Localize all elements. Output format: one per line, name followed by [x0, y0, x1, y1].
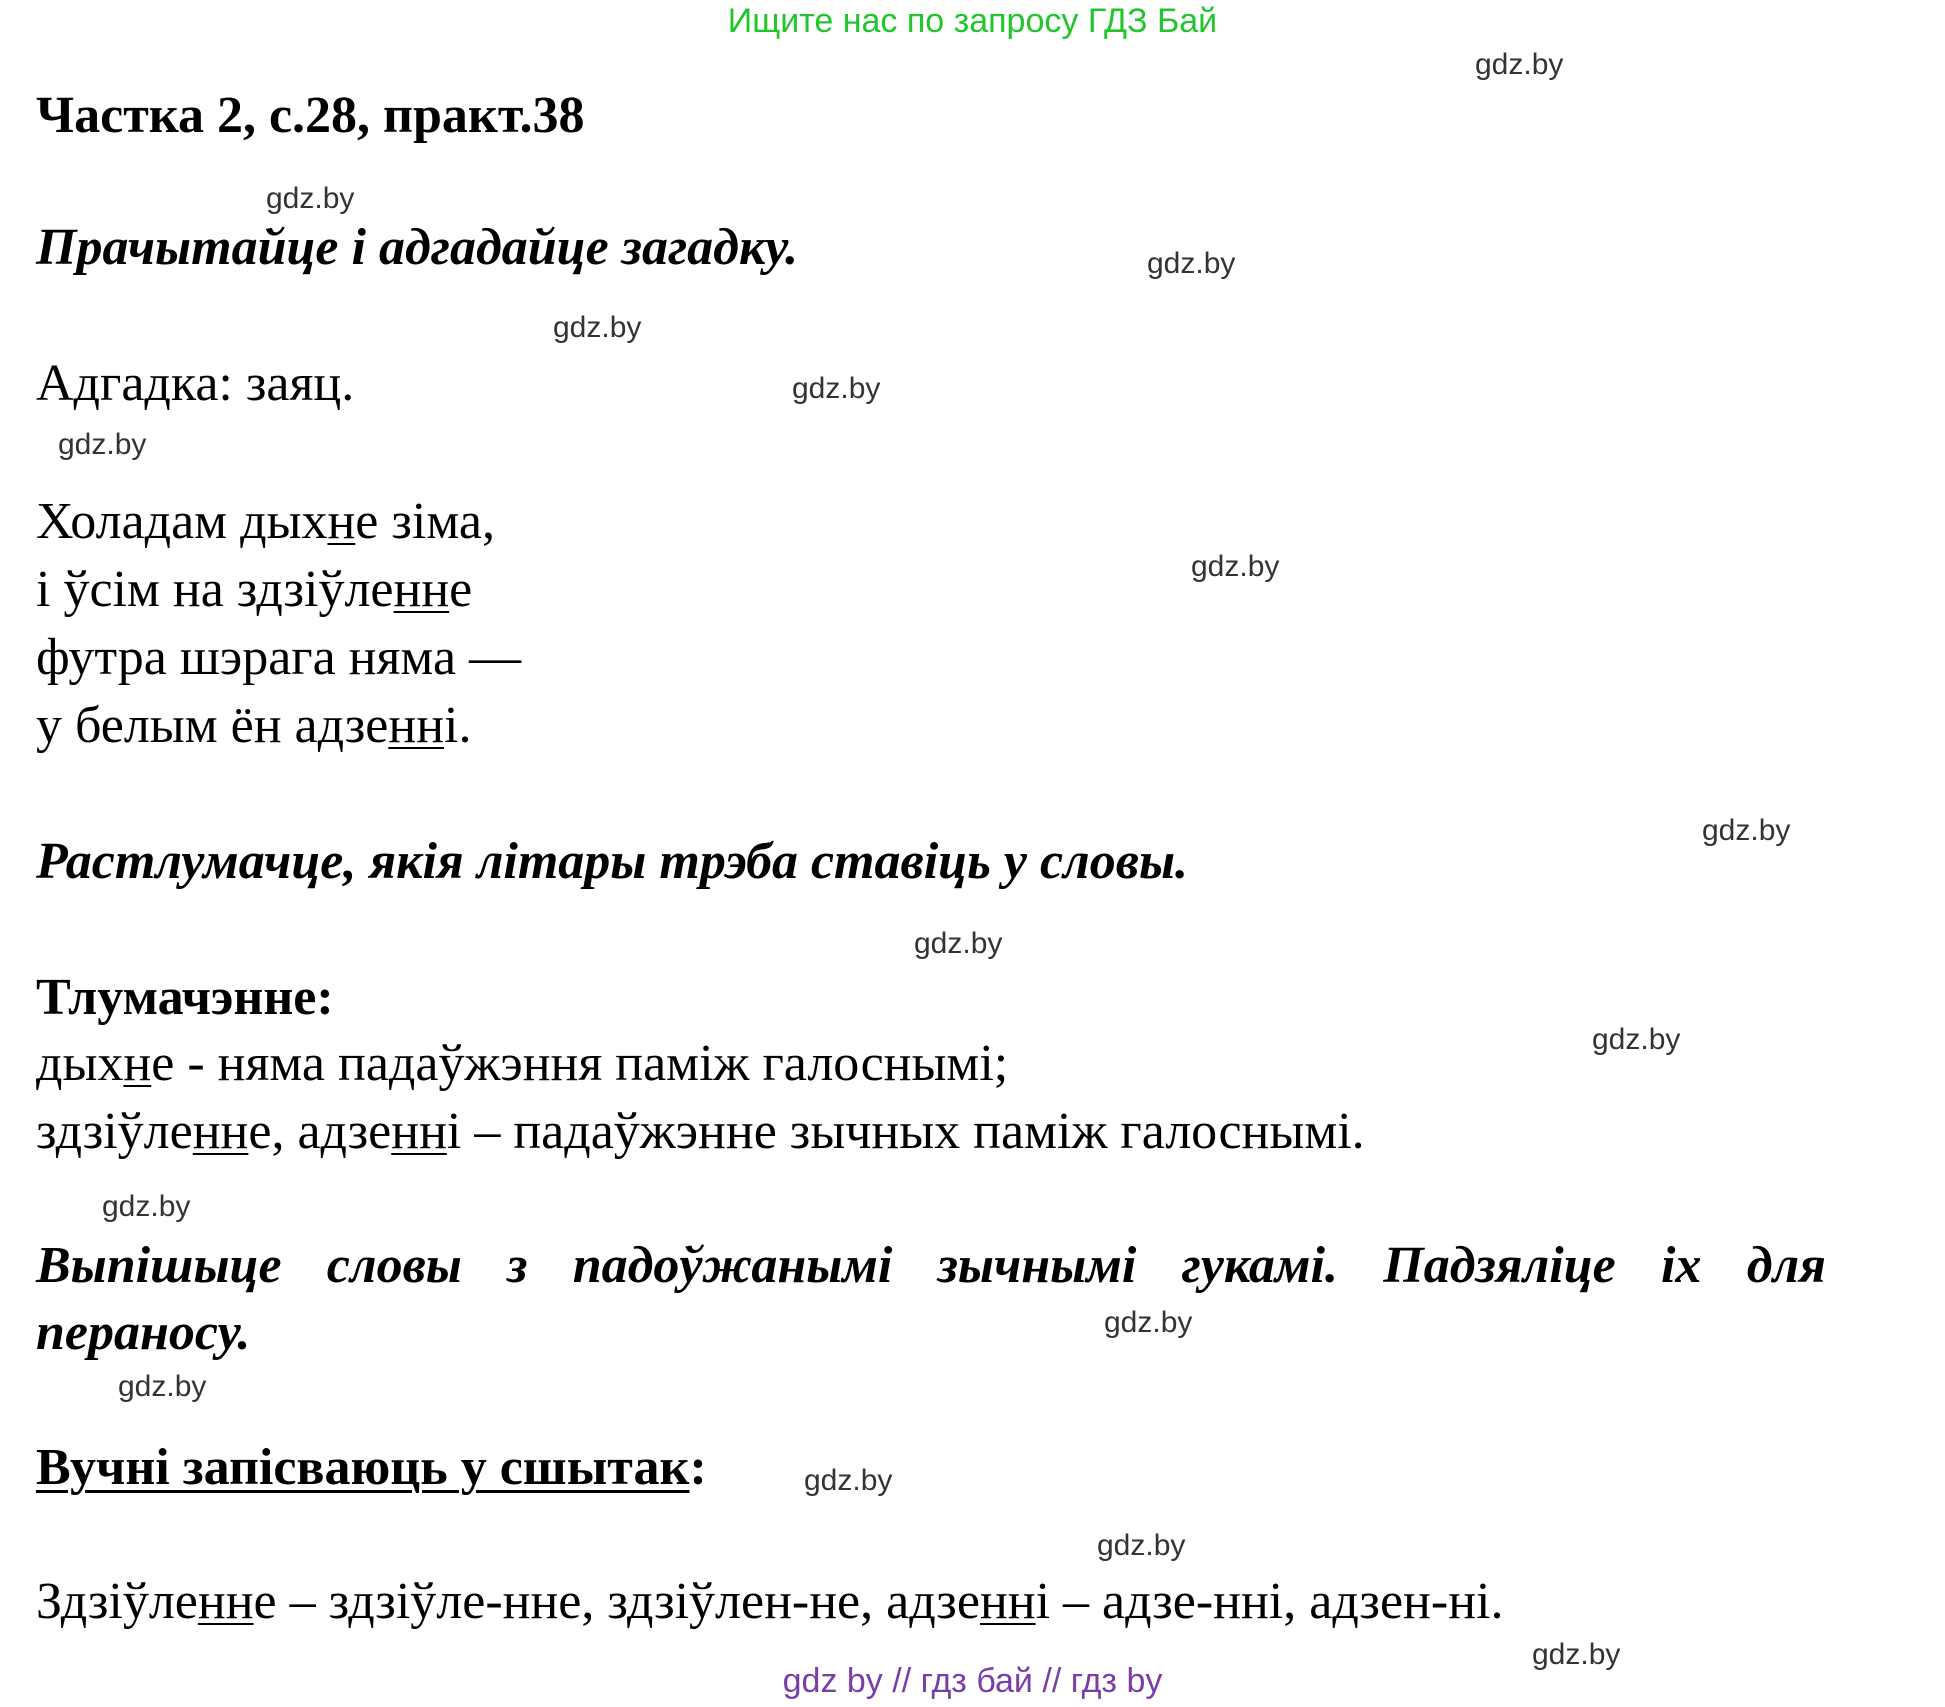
explanation-line-2: здзіўленне, адзенні – падаўжэнне зычных паміж галоснымі. — [36, 1103, 1365, 1160]
explanation-line-1: дыхне - няма падаўжэння паміж галоснымі; — [36, 1035, 1009, 1092]
task3-word: з — [507, 1237, 528, 1294]
footer-links: gdz by // гдз бай // гдз by — [782, 1662, 1163, 1700]
task3-word: Падзяліце — [1383, 1237, 1616, 1294]
watermark-text: gdz.by — [1191, 550, 1280, 583]
watermark-text: gdz.by — [804, 1464, 893, 1497]
watermark-text: gdz.by — [553, 311, 642, 344]
watermark-text: gdz.by — [1097, 1529, 1186, 1562]
task-explain-letters: Растлумачце, якія літары трэба ставіць у словы. — [36, 833, 1189, 890]
watermark-text: gdz.by — [1147, 247, 1236, 280]
task-write-words-line-1 — [36, 1236, 1826, 1296]
task3-word: іх — [1660, 1237, 1702, 1294]
poem-line-2: і ўсім на здзіўленне — [36, 561, 473, 618]
task3-word: зычнымі — [937, 1237, 1137, 1294]
task3-word: для — [1746, 1237, 1826, 1294]
task3-word: словы — [326, 1237, 462, 1294]
explanation-label: Тлумачэнне: — [36, 969, 334, 1026]
watermark-text: gdz.by — [1475, 48, 1564, 81]
riddle-answer: Адгадка: заяц. — [36, 355, 355, 412]
notebook-label: Вучні запісваюць у сшытак: — [36, 1439, 707, 1496]
top-banner: Ищите нас по запросу ГДЗ Бай — [727, 2, 1218, 40]
watermark-text: gdz.by — [792, 372, 881, 405]
watermark-text: gdz.by — [58, 428, 147, 461]
page-heading: Частка 2, с.28, практ.38 — [36, 87, 585, 144]
watermark-text: gdz.by — [1592, 1023, 1681, 1056]
poem-line-1: Холадам дыхне зіма, — [36, 493, 495, 550]
task3-word: гукамі. — [1181, 1237, 1338, 1294]
watermark-text: gdz.by — [1104, 1306, 1193, 1339]
task3-word: падоўжанымі — [572, 1237, 893, 1294]
watermark-text: gdz.by — [102, 1190, 191, 1223]
poem-line-4: у белым ён адзенні. — [36, 697, 472, 754]
task-write-words-line-2: пераносу. — [36, 1304, 251, 1361]
watermark-text: gdz.by — [118, 1370, 207, 1403]
watermark-text: gdz.by — [266, 182, 355, 215]
task-read-riddle: Прачытайце і адгадайце загадку. — [36, 219, 799, 276]
task3-word: Выпішыце — [36, 1237, 282, 1294]
final-answer-line: Здзіўленне – здзіўле-нне, здзіўлен-не, адзенні – адзе-нні, адзен-ні. — [36, 1573, 1504, 1630]
watermark-text: gdz.by — [914, 927, 1003, 960]
poem-line-3: футра шэрага няма — — [36, 629, 522, 686]
riddle-poem — [36, 488, 521, 760]
watermark-text: gdz.by — [1702, 814, 1791, 847]
watermark-text: gdz.by — [1532, 1638, 1621, 1671]
